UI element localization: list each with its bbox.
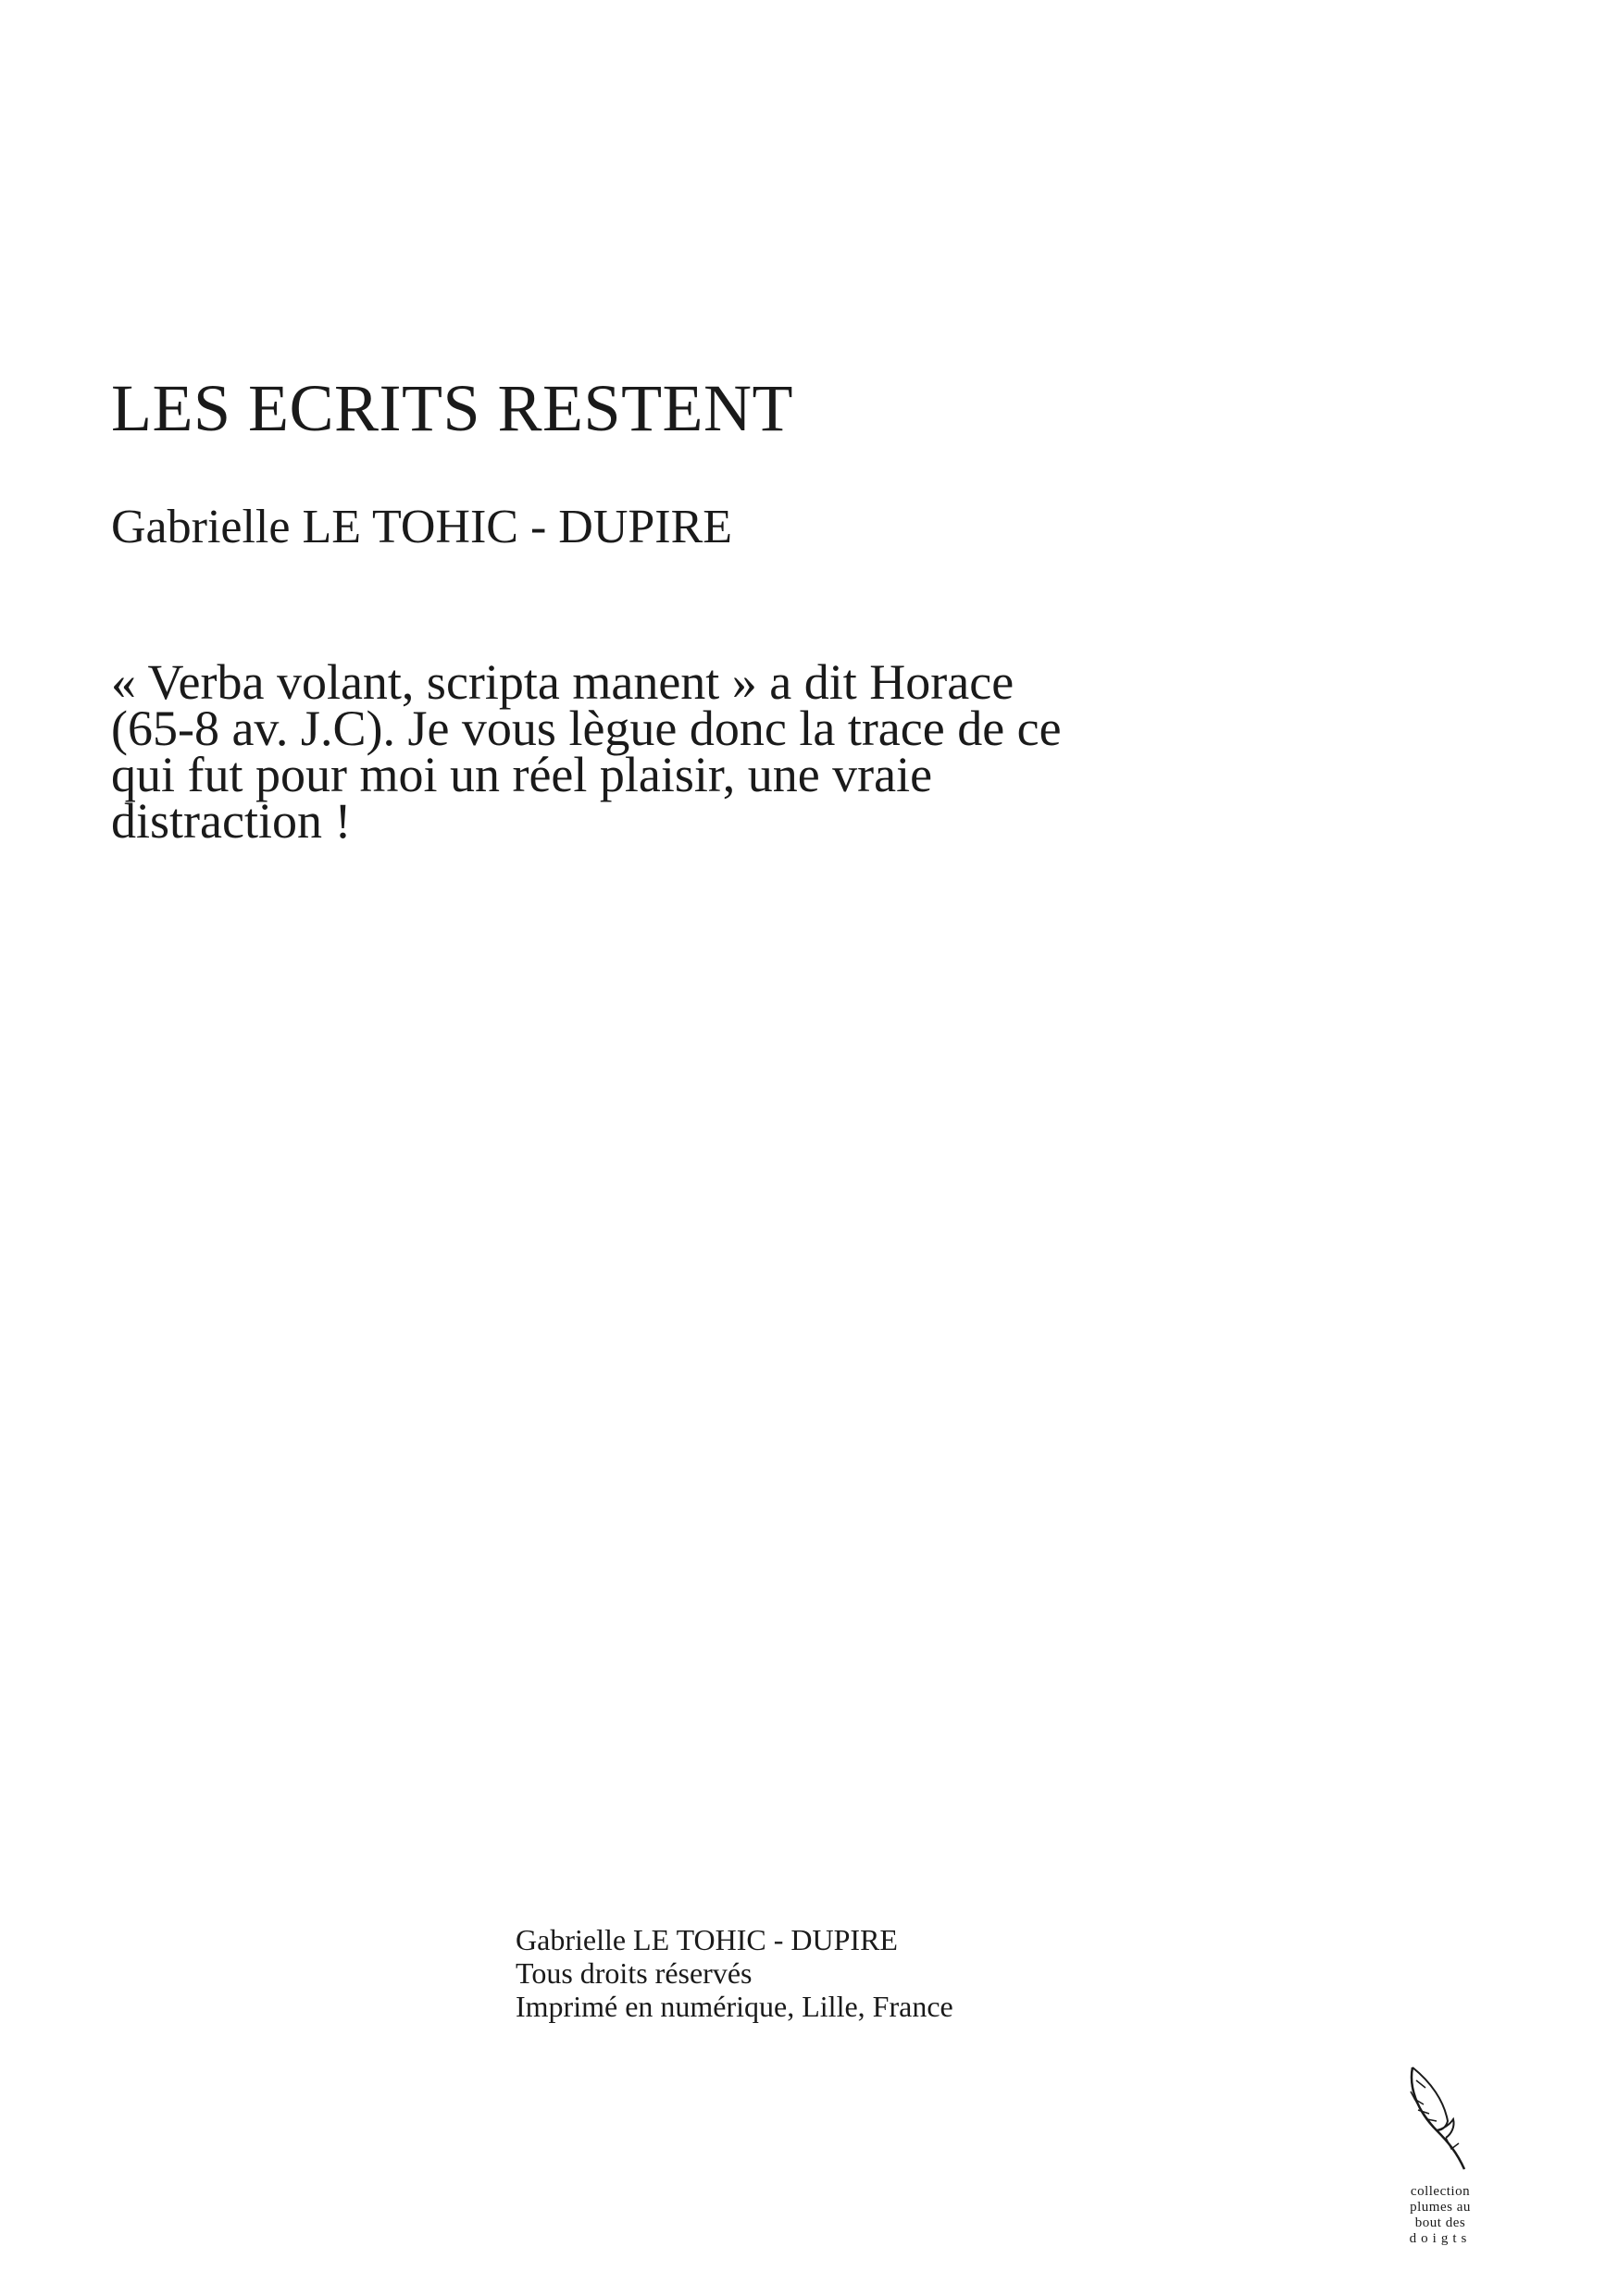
blurb-line: distraction !	[111, 793, 352, 849]
publisher-name-line: plumes au	[1410, 2200, 1471, 2215]
blurb-line: (65-8 av. J.C). Je vous lègue donc la trace de ce	[111, 701, 1062, 756]
publisher-name	[1396, 2184, 1485, 2247]
colophon	[516, 1923, 953, 2023]
book-author: Gabrielle LE TOHIC - DUPIRE	[111, 501, 733, 553]
publisher-name-line: collection	[1410, 2184, 1471, 2199]
colophon-printing: Imprimé en numérique, Lille, France	[516, 1990, 953, 2023]
colophon-rights: Tous droits réservés	[516, 1956, 753, 1990]
colophon-author: Gabrielle LE TOHIC - DUPIRE	[516, 1923, 898, 1956]
blurb-line: qui fut pour moi un réel plaisir, une vraie	[111, 747, 933, 802]
book-blurb	[111, 654, 1277, 849]
quill-feather-icon	[1403, 2064, 1477, 2175]
publisher-logo	[1396, 2064, 1485, 2247]
book-title: LES ECRITS RESTENT	[111, 371, 794, 445]
blurb-line: « Verba volant, scripta manent » a dit Horace	[111, 654, 1014, 710]
publisher-name-line: doigts	[1409, 2231, 1472, 2246]
publisher-name-line: bout des	[1414, 2215, 1466, 2230]
